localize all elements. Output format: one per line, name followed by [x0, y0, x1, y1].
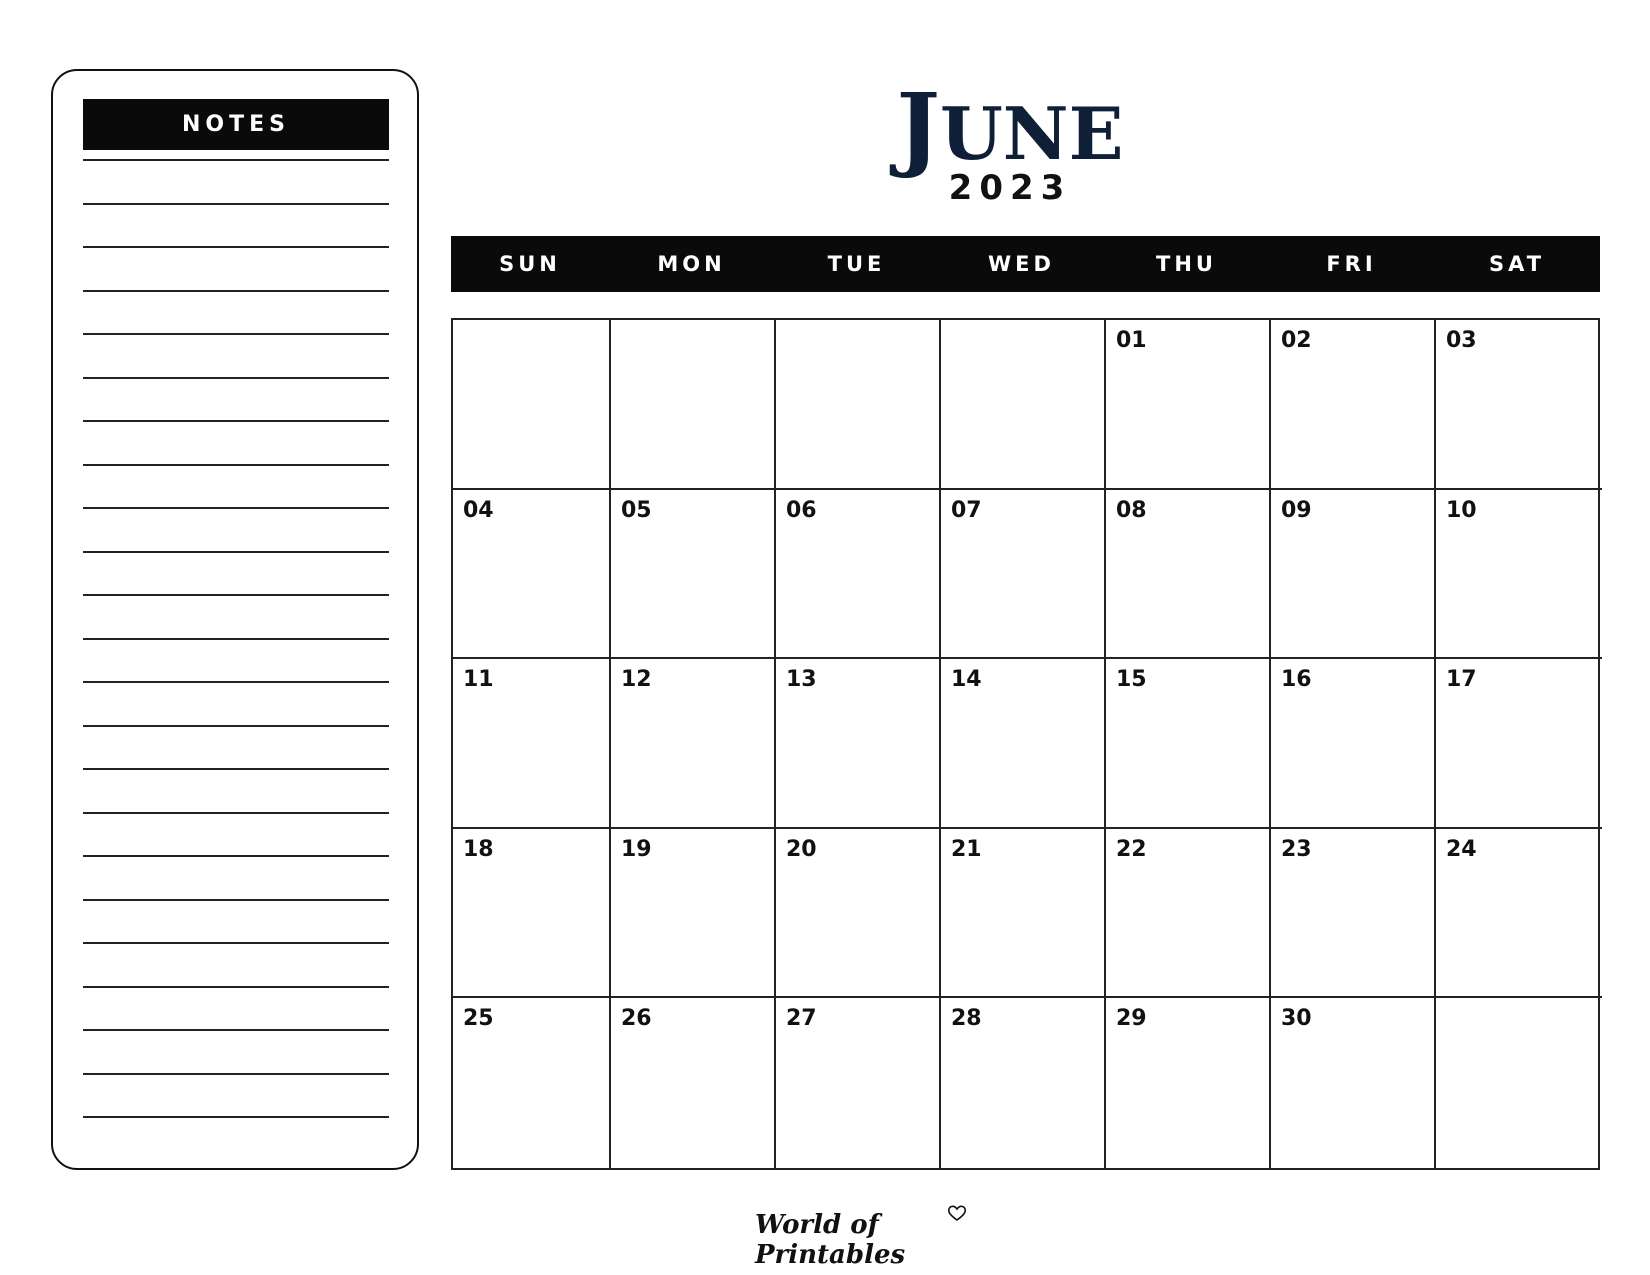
- day-cell[interactable]: [1106, 490, 1271, 660]
- day-number: 22: [1116, 836, 1147, 862]
- weekday-thu: THU: [1156, 252, 1217, 276]
- day-number: 14: [951, 667, 982, 693]
- day-number: 19: [621, 836, 652, 862]
- weekday-header-bar: [451, 236, 1600, 292]
- day-number: 07: [951, 497, 982, 523]
- day-cell[interactable]: [1106, 998, 1271, 1168]
- day-cell[interactable]: [611, 998, 776, 1168]
- day-cell[interactable]: [941, 829, 1106, 999]
- note-line: [83, 203, 389, 205]
- day-number: 08: [1116, 497, 1147, 523]
- day-number: 04: [463, 497, 494, 523]
- day-number: 03: [1446, 328, 1477, 353]
- note-line: [83, 899, 389, 901]
- day-cell[interactable]: [453, 659, 611, 829]
- day-cell[interactable]: [453, 998, 611, 1168]
- brand-name: World of Printables: [755, 1210, 906, 1270]
- day-number: 05: [621, 497, 652, 523]
- day-cell[interactable]: [1436, 320, 1602, 490]
- day-cell[interactable]: [1271, 490, 1436, 660]
- note-line: [83, 464, 389, 466]
- day-cell[interactable]: [1436, 490, 1602, 660]
- note-line: [83, 333, 389, 335]
- day-number: 24: [1446, 836, 1477, 862]
- notes-panel: [51, 69, 419, 1170]
- brand-logo: [755, 1210, 995, 1270]
- note-line: [83, 594, 389, 596]
- notes-header: [83, 99, 389, 150]
- weekday-tue: TUE: [827, 252, 886, 276]
- day-cell[interactable]: [941, 320, 1106, 490]
- note-line: [83, 507, 389, 509]
- day-cell[interactable]: [1271, 829, 1436, 999]
- note-line: [83, 942, 389, 944]
- day-number: 13: [786, 667, 817, 693]
- day-number: 28: [951, 1006, 982, 1032]
- day-number: 29: [1116, 1006, 1147, 1032]
- day-number: 27: [786, 1006, 817, 1032]
- day-cell[interactable]: [1106, 829, 1271, 999]
- weekday-sun: SUN: [499, 252, 561, 276]
- day-cell[interactable]: [611, 490, 776, 660]
- day-number: 12: [621, 667, 652, 693]
- day-number: 25: [463, 1006, 494, 1032]
- day-number: 01: [1116, 328, 1147, 353]
- day-cell[interactable]: [776, 490, 941, 660]
- day-cell[interactable]: [1436, 659, 1602, 829]
- note-line: [83, 812, 389, 814]
- day-number: 11: [463, 667, 494, 693]
- day-number: 16: [1281, 667, 1312, 693]
- note-line: [83, 638, 389, 640]
- day-number: 02: [1281, 328, 1312, 353]
- month-rest: UNE: [940, 91, 1124, 176]
- note-line: [83, 1116, 389, 1118]
- notes-title: NOTES: [182, 112, 290, 137]
- day-cell[interactable]: [453, 490, 611, 660]
- day-number: 06: [786, 497, 817, 523]
- month-initial: J: [896, 73, 941, 181]
- calendar-grid: [451, 318, 1600, 1170]
- day-number: 20: [786, 836, 817, 862]
- note-line: [83, 246, 389, 248]
- day-cell[interactable]: [1106, 320, 1271, 490]
- day-cell[interactable]: [941, 490, 1106, 660]
- day-cell[interactable]: [941, 998, 1106, 1168]
- note-line: [83, 420, 389, 422]
- note-line: [83, 1073, 389, 1075]
- note-line: [83, 768, 389, 770]
- day-cell[interactable]: [776, 320, 941, 490]
- day-cell[interactable]: [1436, 829, 1602, 999]
- day-cell[interactable]: [611, 320, 776, 490]
- heart-icon: [947, 1204, 967, 1222]
- weekday-wed: WED: [988, 252, 1055, 276]
- note-line: [83, 290, 389, 292]
- day-cell[interactable]: [453, 320, 611, 490]
- day-number: 23: [1281, 836, 1312, 862]
- day-number: 17: [1446, 667, 1477, 693]
- day-cell[interactable]: [941, 659, 1106, 829]
- weekday-fri: FRI: [1326, 252, 1377, 276]
- note-line: [83, 377, 389, 379]
- day-cell[interactable]: [1271, 659, 1436, 829]
- day-number: 30: [1281, 1006, 1312, 1032]
- day-number: 09: [1281, 497, 1312, 523]
- weekday-mon: MON: [657, 252, 726, 276]
- day-number: 18: [463, 836, 494, 862]
- day-cell[interactable]: [1271, 320, 1436, 490]
- day-number: 26: [621, 1006, 652, 1032]
- year-title: 2023: [948, 168, 1072, 208]
- note-line: [83, 725, 389, 727]
- note-line: [83, 551, 389, 553]
- note-line: [83, 159, 389, 161]
- day-cell[interactable]: [776, 829, 941, 999]
- day-cell[interactable]: [776, 659, 941, 829]
- day-cell[interactable]: [453, 829, 611, 999]
- day-cell[interactable]: [1271, 998, 1436, 1168]
- note-line: [83, 986, 389, 988]
- note-line: [83, 681, 389, 683]
- day-cell[interactable]: [611, 829, 776, 999]
- note-line: [83, 1029, 389, 1031]
- note-line: [83, 855, 389, 857]
- day-number: 10: [1446, 497, 1477, 523]
- day-number: 21: [951, 836, 982, 862]
- day-cell[interactable]: [611, 659, 776, 829]
- day-cell[interactable]: [776, 998, 941, 1168]
- day-number: 15: [1116, 667, 1147, 693]
- day-cell[interactable]: [1106, 659, 1271, 829]
- weekday-sat: SAT: [1488, 252, 1546, 276]
- day-cell[interactable]: [1436, 998, 1602, 1168]
